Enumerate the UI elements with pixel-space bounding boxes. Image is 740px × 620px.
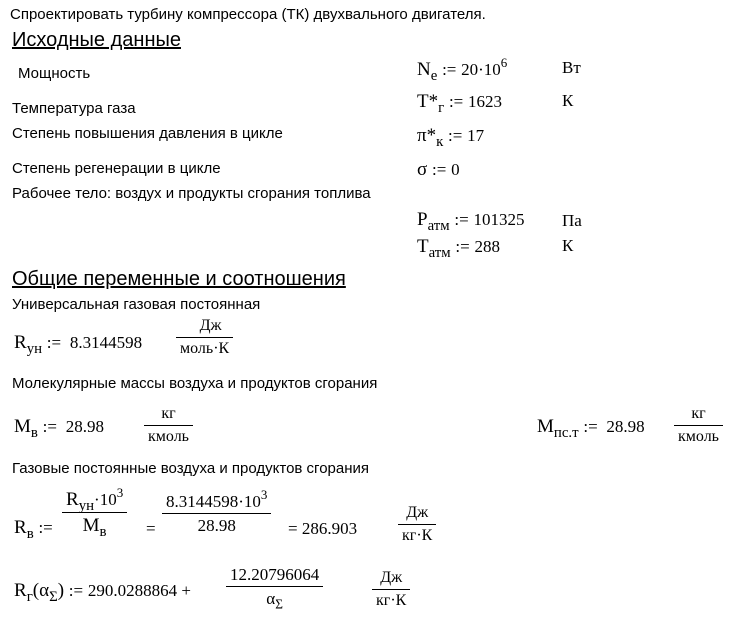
label-working-fluid: Рабочее тело: воздух и продукты сгорания топлива (12, 185, 371, 202)
assign-operator: := (442, 60, 457, 79)
label-regeneration: Степень регенерации в цикле (12, 160, 221, 177)
unit-p-atm: Па (562, 211, 582, 230)
unit-numerator: Дж (199, 317, 222, 334)
math-r-universal (14, 332, 143, 358)
unit-numerator: Дж (406, 504, 429, 521)
argument: α (266, 589, 276, 608)
unit-denominator: кмоль (144, 425, 193, 445)
fraction-denominator (226, 586, 323, 612)
assign-operator: := (42, 417, 57, 436)
fraction-r-universal-over-m-air (64, 485, 125, 541)
value: 8.3144598 (69, 333, 143, 352)
assign-operator: := (38, 518, 53, 537)
assign-operator: := (46, 333, 62, 352)
unit-fraction-j-per-kg-k-air (400, 505, 434, 544)
math-m-air (14, 416, 104, 442)
var-symbol: R (14, 332, 27, 353)
value: 288 (474, 237, 500, 256)
var-subscript: атм (427, 218, 450, 235)
fraction-numerator (164, 487, 269, 513)
value: 17 (467, 126, 485, 145)
var-symbol: T (417, 236, 429, 257)
exponent: 3 (116, 485, 124, 501)
math-p-atm (417, 209, 525, 235)
fraction-numerator: 12.20796064 (230, 565, 320, 584)
unit-fraction-kg-per-kmol-air (146, 406, 191, 445)
var-subscript: пс.т (553, 425, 579, 442)
numerator-value: 8.3144598·10 (166, 492, 261, 511)
var-subscript: e (430, 68, 438, 85)
unit-power: Вт (562, 58, 581, 77)
fraction-numeric (164, 487, 269, 535)
unit-numerator: кг (161, 405, 176, 422)
page-title: Спроектировать турбину компрессора (ТК) двухвального двигателя. (10, 6, 486, 23)
unit-fraction-j-per-mol-k (178, 318, 231, 357)
var-subscript: ун (26, 341, 43, 358)
value: 0 (451, 160, 460, 179)
section-heading-initial-data: Исходные данные (12, 29, 181, 51)
assign-operator: := (454, 210, 469, 229)
label-gas-temperature: Температура газа (12, 100, 136, 117)
paren-close: ) (57, 580, 65, 601)
value: 101325 (473, 210, 525, 229)
var-symbol: N (417, 59, 431, 80)
label-power: Мощность (18, 65, 91, 82)
value: 28.98 (606, 417, 645, 436)
value: 290.0288864 + (87, 581, 191, 600)
multiplier: ·10 (94, 490, 117, 509)
unit-numerator: кг (691, 405, 706, 422)
assign-operator: := (432, 160, 447, 179)
var-symbol: π* (417, 125, 437, 146)
var-symbol: R (14, 580, 27, 601)
var-subscript: ун (78, 498, 95, 515)
unit-fraction-j-per-kg-k-gas (374, 570, 408, 609)
fraction-denominator (62, 512, 127, 541)
var-symbol: R (66, 489, 79, 510)
label-universal-gas-constant: Универсальная газовая постоянная (12, 296, 261, 313)
exponent: 6 (500, 55, 508, 71)
var-symbol: P (417, 209, 428, 230)
unit-denominator: кмоль (674, 425, 723, 445)
assign-operator: := (455, 237, 470, 256)
unit-denominator: кг·К (372, 589, 410, 609)
unit-denominator: кг·К (398, 524, 436, 544)
var-subscript: в (26, 526, 34, 543)
math-pressure-ratio (417, 125, 485, 151)
assign-operator: := (448, 92, 464, 111)
argument-subscript: Σ (275, 596, 283, 612)
assign-operator: := (448, 126, 463, 145)
unit-t-atm: К (562, 236, 574, 255)
math-r-gas-lhs (14, 580, 191, 606)
argument-subscript: Σ (49, 589, 58, 606)
assign-operator: := (583, 417, 598, 436)
var-symbol: T* (417, 91, 439, 112)
unit-gas-temperature: К (562, 91, 574, 110)
unit-fraction-kg-per-kmol-gas (676, 406, 721, 445)
var-subscript: атм (428, 245, 451, 262)
equals-sign: = (146, 519, 156, 538)
fraction-numerator (64, 485, 125, 515)
var-symbol: σ (417, 159, 428, 180)
math-regeneration (417, 160, 460, 179)
label-pressure-ratio: Степень повышения давления в цикле (12, 125, 283, 142)
math-gas-temperature (417, 91, 502, 117)
var-subscript: г (26, 589, 33, 606)
var-symbol: R (14, 517, 27, 538)
var-subscript: в (30, 425, 38, 442)
math-power (417, 55, 508, 85)
var-subscript: г (438, 100, 445, 117)
math-m-gas (537, 416, 645, 442)
unit-numerator: Дж (380, 569, 403, 586)
argument: α (39, 580, 50, 601)
exponent: 3 (260, 487, 268, 503)
section-heading-general-variables: Общие переменные и соотношения (12, 268, 346, 290)
label-gas-constants: Газовые постоянные воздуха и продуктов сгорания (12, 460, 370, 477)
unit-denominator: моль·К (176, 337, 233, 357)
math-t-atm (417, 236, 500, 262)
assign-operator: := (68, 581, 84, 600)
value: 28.98 (65, 417, 104, 436)
var-symbol: M (82, 515, 100, 536)
var-subscript: в (99, 524, 107, 541)
value: 1623 (468, 92, 502, 111)
var-symbol: M (537, 416, 554, 437)
math-r-air-lhs (14, 517, 53, 543)
label-molecular-masses: Молекулярные массы воздуха и продуктов сгорания (12, 375, 378, 392)
var-subscript: к (436, 134, 444, 151)
value: 20·10 (461, 60, 501, 79)
fraction-coefficient-over-alpha (228, 565, 321, 612)
var-symbol: M (14, 416, 31, 437)
fraction-denominator: 28.98 (162, 513, 271, 534)
paren-open: ( (32, 580, 40, 601)
result-value: = 286.903 (288, 519, 358, 538)
